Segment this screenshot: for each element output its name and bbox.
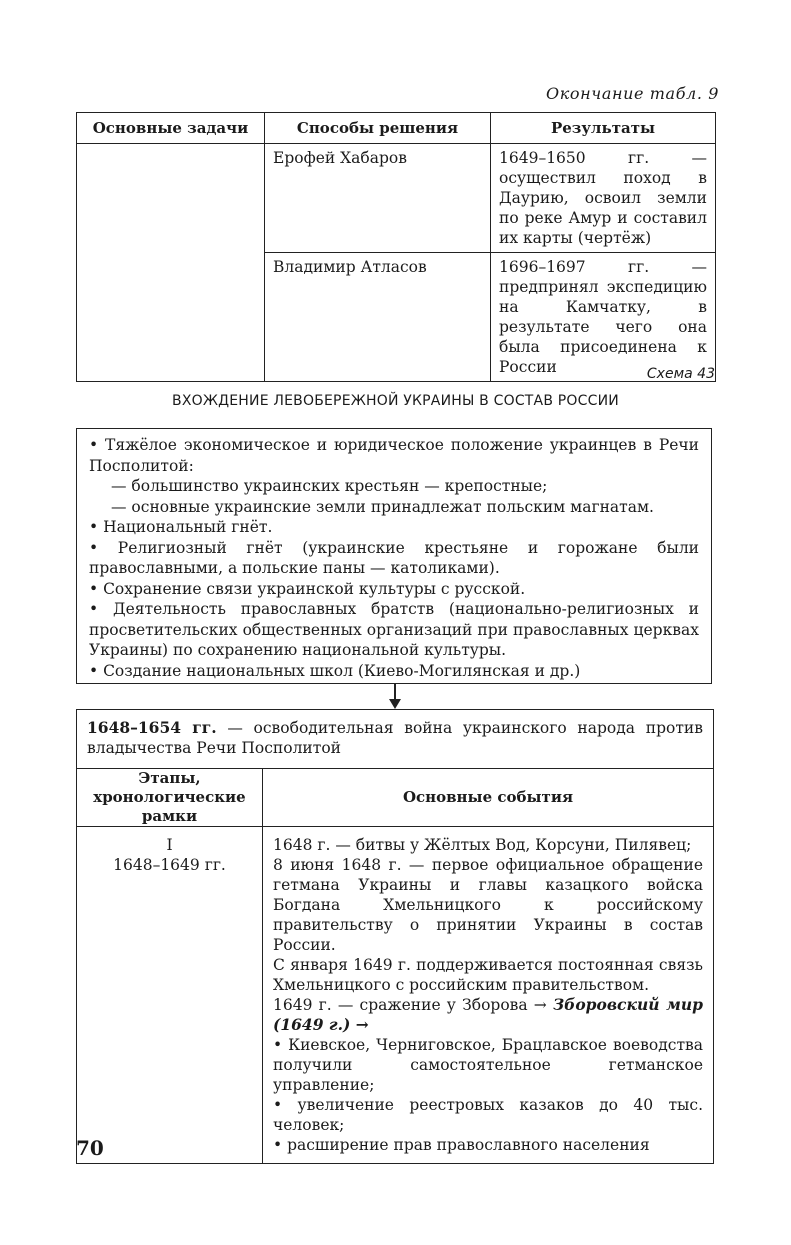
war-description: — освободительная война украинского народа против владычества Речи Посполитой [87,719,703,757]
war-dates: 1648–1654 гг. [87,718,217,737]
stages-header-row [77,769,713,827]
method-cell: Ерофей Хабаров [265,144,491,253]
arrow-head-icon [389,699,401,709]
war-box [76,709,714,1164]
cause-subitem: — большинство украинских крестьян — крепостные; [111,477,548,495]
cause-item: • Национальный гнёт. [89,518,273,536]
event-item: 1648 г. — битвы у Жёлтых Вод, Корсуни, Пилявец; [273,836,692,854]
header-methods: Способы решения [265,113,491,144]
cause-item: • Тяжёлое экономическое и юридическое положение украинцев в Речи Посполитой: [89,436,699,475]
stage-row [77,827,713,1164]
stage-range: 1648–1649 гг. [113,856,226,874]
schema-number: Схема 43 [646,366,715,382]
cause-item: • Деятельность православных братств (национально-религиозных и просветительских общественных организаций при православных церквах Украины) по сохранению национальной культуры. [89,600,699,659]
stage-number: I [166,836,173,854]
zborov-battle: 1649 г. — сражение у Зборова → [273,996,553,1014]
result-item: • расширение прав православного населения [273,1136,650,1154]
cause-item: • Религиозный гнёт (украинские крестьяне и горожане были православными, а польские паны — католиками). [89,538,699,577]
event-item: С января 1649 г. поддерживается постоянная связь Хмельницкого с российским правительством. [273,956,703,994]
cause-item: • Сохранение связи украинской культуры с русской. [89,579,526,598]
table-header-row [77,113,716,144]
event-item [273,995,703,1035]
event-item: 8 июня 1648 г. — первое официальное обращение гетмана Украины и главы казацкого войска Богдана Хмельницкого к российскому правительству о принятии Украины в состав России. [273,856,703,954]
table-9 [76,112,716,382]
cause-item: • Создание национальных школ (Киево-Могилянская и др.) [89,661,581,680]
result-item: • увеличение реестровых казаков до 40 тыс. человек; [273,1096,703,1134]
task-cell [77,144,265,382]
events-cell [263,827,714,1164]
table-row [77,144,716,253]
schema-title: ВХОЖДЕНИЕ ЛЕВОБЕРЕЖНОЙ УКРАИНЫ В СОСТАВ РОССИИ [172,393,619,409]
result-cell: 1696–1697 гг. — предпринял экспедицию на Камчатку, в результате чего она была присоединена к России [491,253,716,382]
page-number: 70 [76,1136,104,1160]
causes-box [76,428,712,684]
stage-cell [77,827,263,1164]
table-caption: Окончание табл. 9 [546,84,719,103]
zborov-treaty: Зборовский мир (1649 г.) → [273,995,703,1034]
header-events: Основные события [263,769,714,827]
cause-subitem: — основные украинские земли принадлежат польским магнатам. [111,497,654,516]
result-item: • Киевское, Черниговское, Брацлавское воеводства получили самостоятельное гетманское управление; [273,1036,703,1094]
header-stages: Этапы, хронологические рамки [77,769,263,827]
header-tasks: Основные задачи [77,113,265,144]
result-cell: 1649–1650 гг. — осуществил поход в Даурию, освоил земли по реке Амур и составил их карты (чертёж) [491,144,716,253]
header-results: Результаты [491,113,716,144]
method-cell: Владимир Атласов [265,253,491,382]
war-intro [77,710,713,769]
war-stages-table [77,769,713,1163]
